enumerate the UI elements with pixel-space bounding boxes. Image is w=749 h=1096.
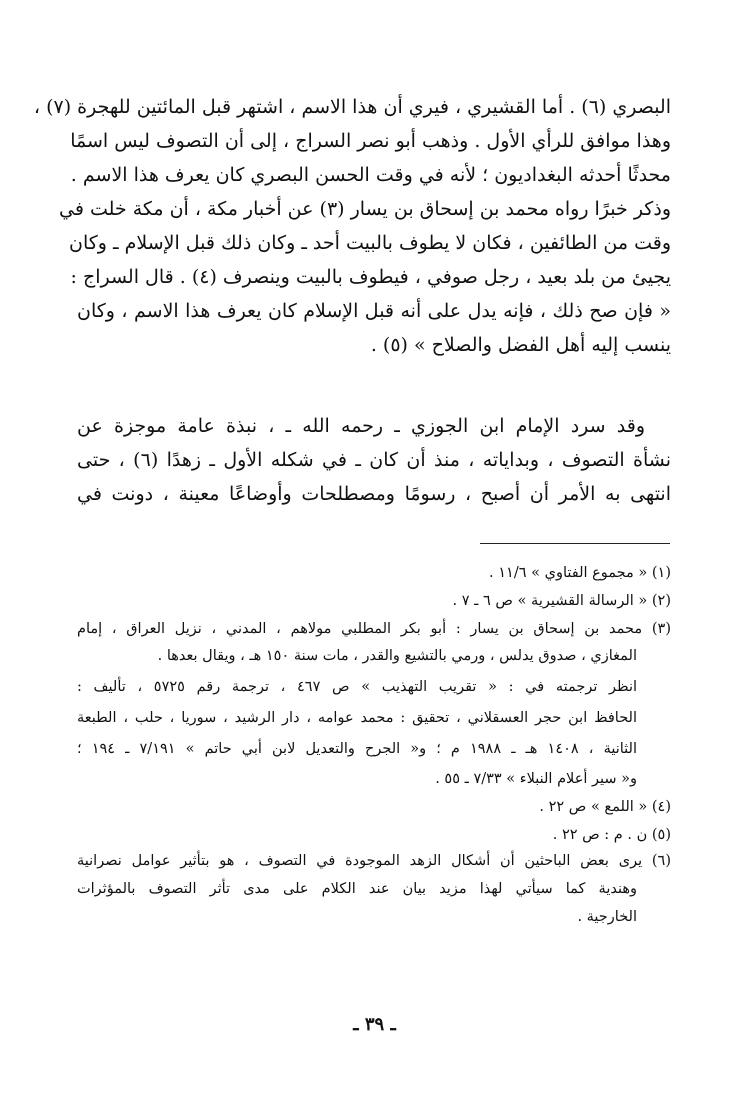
body-line: البصري (٦) . أما القشيري ، فيري أن هذا الاسم ، اشتهر قبل المائتين للهجرة (٧) ، [33, 96, 671, 118]
footnote-line: (٦) يرى بعض الباحثين أن أشكال الزهد الموجودة في التصوف ، هو بتأثير عوامل نصرانية [77, 853, 671, 869]
body-line: انتهى به الأمر أن أصبح ، رسومًا ومصطلحات وأوضاعًا معينة ، دونت في [77, 483, 671, 505]
body-line: نشأة التصوف ، وبداياته ، منذ أن كان ـ في شكله الأول ـ زهدًا (٦) ، حتى [77, 449, 671, 471]
footnote-line: (٥) ن . م : ص ٢٢ . [552, 827, 671, 843]
footnote-line: (٤) « اللمع » ص ٢٢ . [539, 799, 671, 815]
footnote-line: (١) « مجموع الفتاوي » ١١/٦ . [489, 565, 671, 581]
body-line: يجيئ من بلد بعيد ، رجل صوفي ، فيطوف بالبيت وينصرف (٤) . قال السراج : [70, 266, 671, 288]
footnote-line: المغازي ، صدوق يدلس ، ورمي بالتشيع والقدر ، مات سنة ١٥٠ هـ ، ويقال بعدها . [157, 648, 637, 664]
body-line: ينسب إليه أهل الفضل والصلاح » (٥) . [370, 334, 671, 356]
body-line: محدثًا أحدثه البغداديون ؛ لأنه في وقت الحسن البصري كان يعرف هذا الاسم . [70, 164, 671, 186]
footnote-line: وهندية كما سيأتي لهذا مزيد بيان عند الكلام على مدى تأثر التصوف بالمؤثرات [77, 881, 637, 897]
body-line: وهذا موافق للرأي الأول . وذهب أبو نصر السراج ، إلى أن التصوف ليس اسمًا [70, 130, 671, 152]
footnote-line: انظر ترجمته في : « تقريب التهذيب » ص ٤٦٧ ، ترجمة رقم ٥٧٢٥ ، تأليف : [77, 679, 638, 695]
footnote-line: (٣) محمد بن إسحاق بن يسار : أبو بكر المطلبي مولاهم ، المدني ، نزيل العراق ، إمام [77, 621, 671, 637]
body-line: وقد سرد الإمام ابن الجوزي ـ رحمه الله ـ ، نبذة عامة موجزة عن [77, 415, 645, 437]
body-line: وقت من الطائفين ، فكان لا يطوف بالبيت أحد ـ وكان ذلك قبل الإسلام ـ وكان [68, 232, 671, 254]
body-line: وذكر خبرًا رواه محمد بن إسحاق بن يسار (٣) عن أخبار مكة ، أن مكة خلت في [59, 198, 671, 220]
footnote-divider [480, 543, 670, 544]
footnote-line: (٢) « الرسالة القشيرية » ص ٦ ـ ٧ . [452, 593, 671, 609]
footnote-line: و« سير أعلام النبلاء » ٧/٣٣ ـ ٥٥ . [435, 771, 637, 787]
body-line: « فإن صح ذلك ، فإنه يدل على أنه قبل الإسلام كان يعرف هذا الاسم ، وكان [77, 300, 671, 322]
footnote-line: الخارجية . [577, 909, 637, 925]
footnote-line: الثانية ، ١٤٠٨ هـ ـ ١٩٨٨ م ؛ و« الجرح والتعديل لابن أبي حاتم » ٧/١٩١ ـ ١٩٤ ؛ [77, 741, 637, 757]
page-number: ـ ٣٩ ـ [353, 1014, 396, 1035]
footnote-line: الحافظ ابن حجر العسقلاني ، تحقيق : محمد عوامه ، دار الرشيد ، سوريا ، حلب ، الطبعة [77, 710, 637, 726]
